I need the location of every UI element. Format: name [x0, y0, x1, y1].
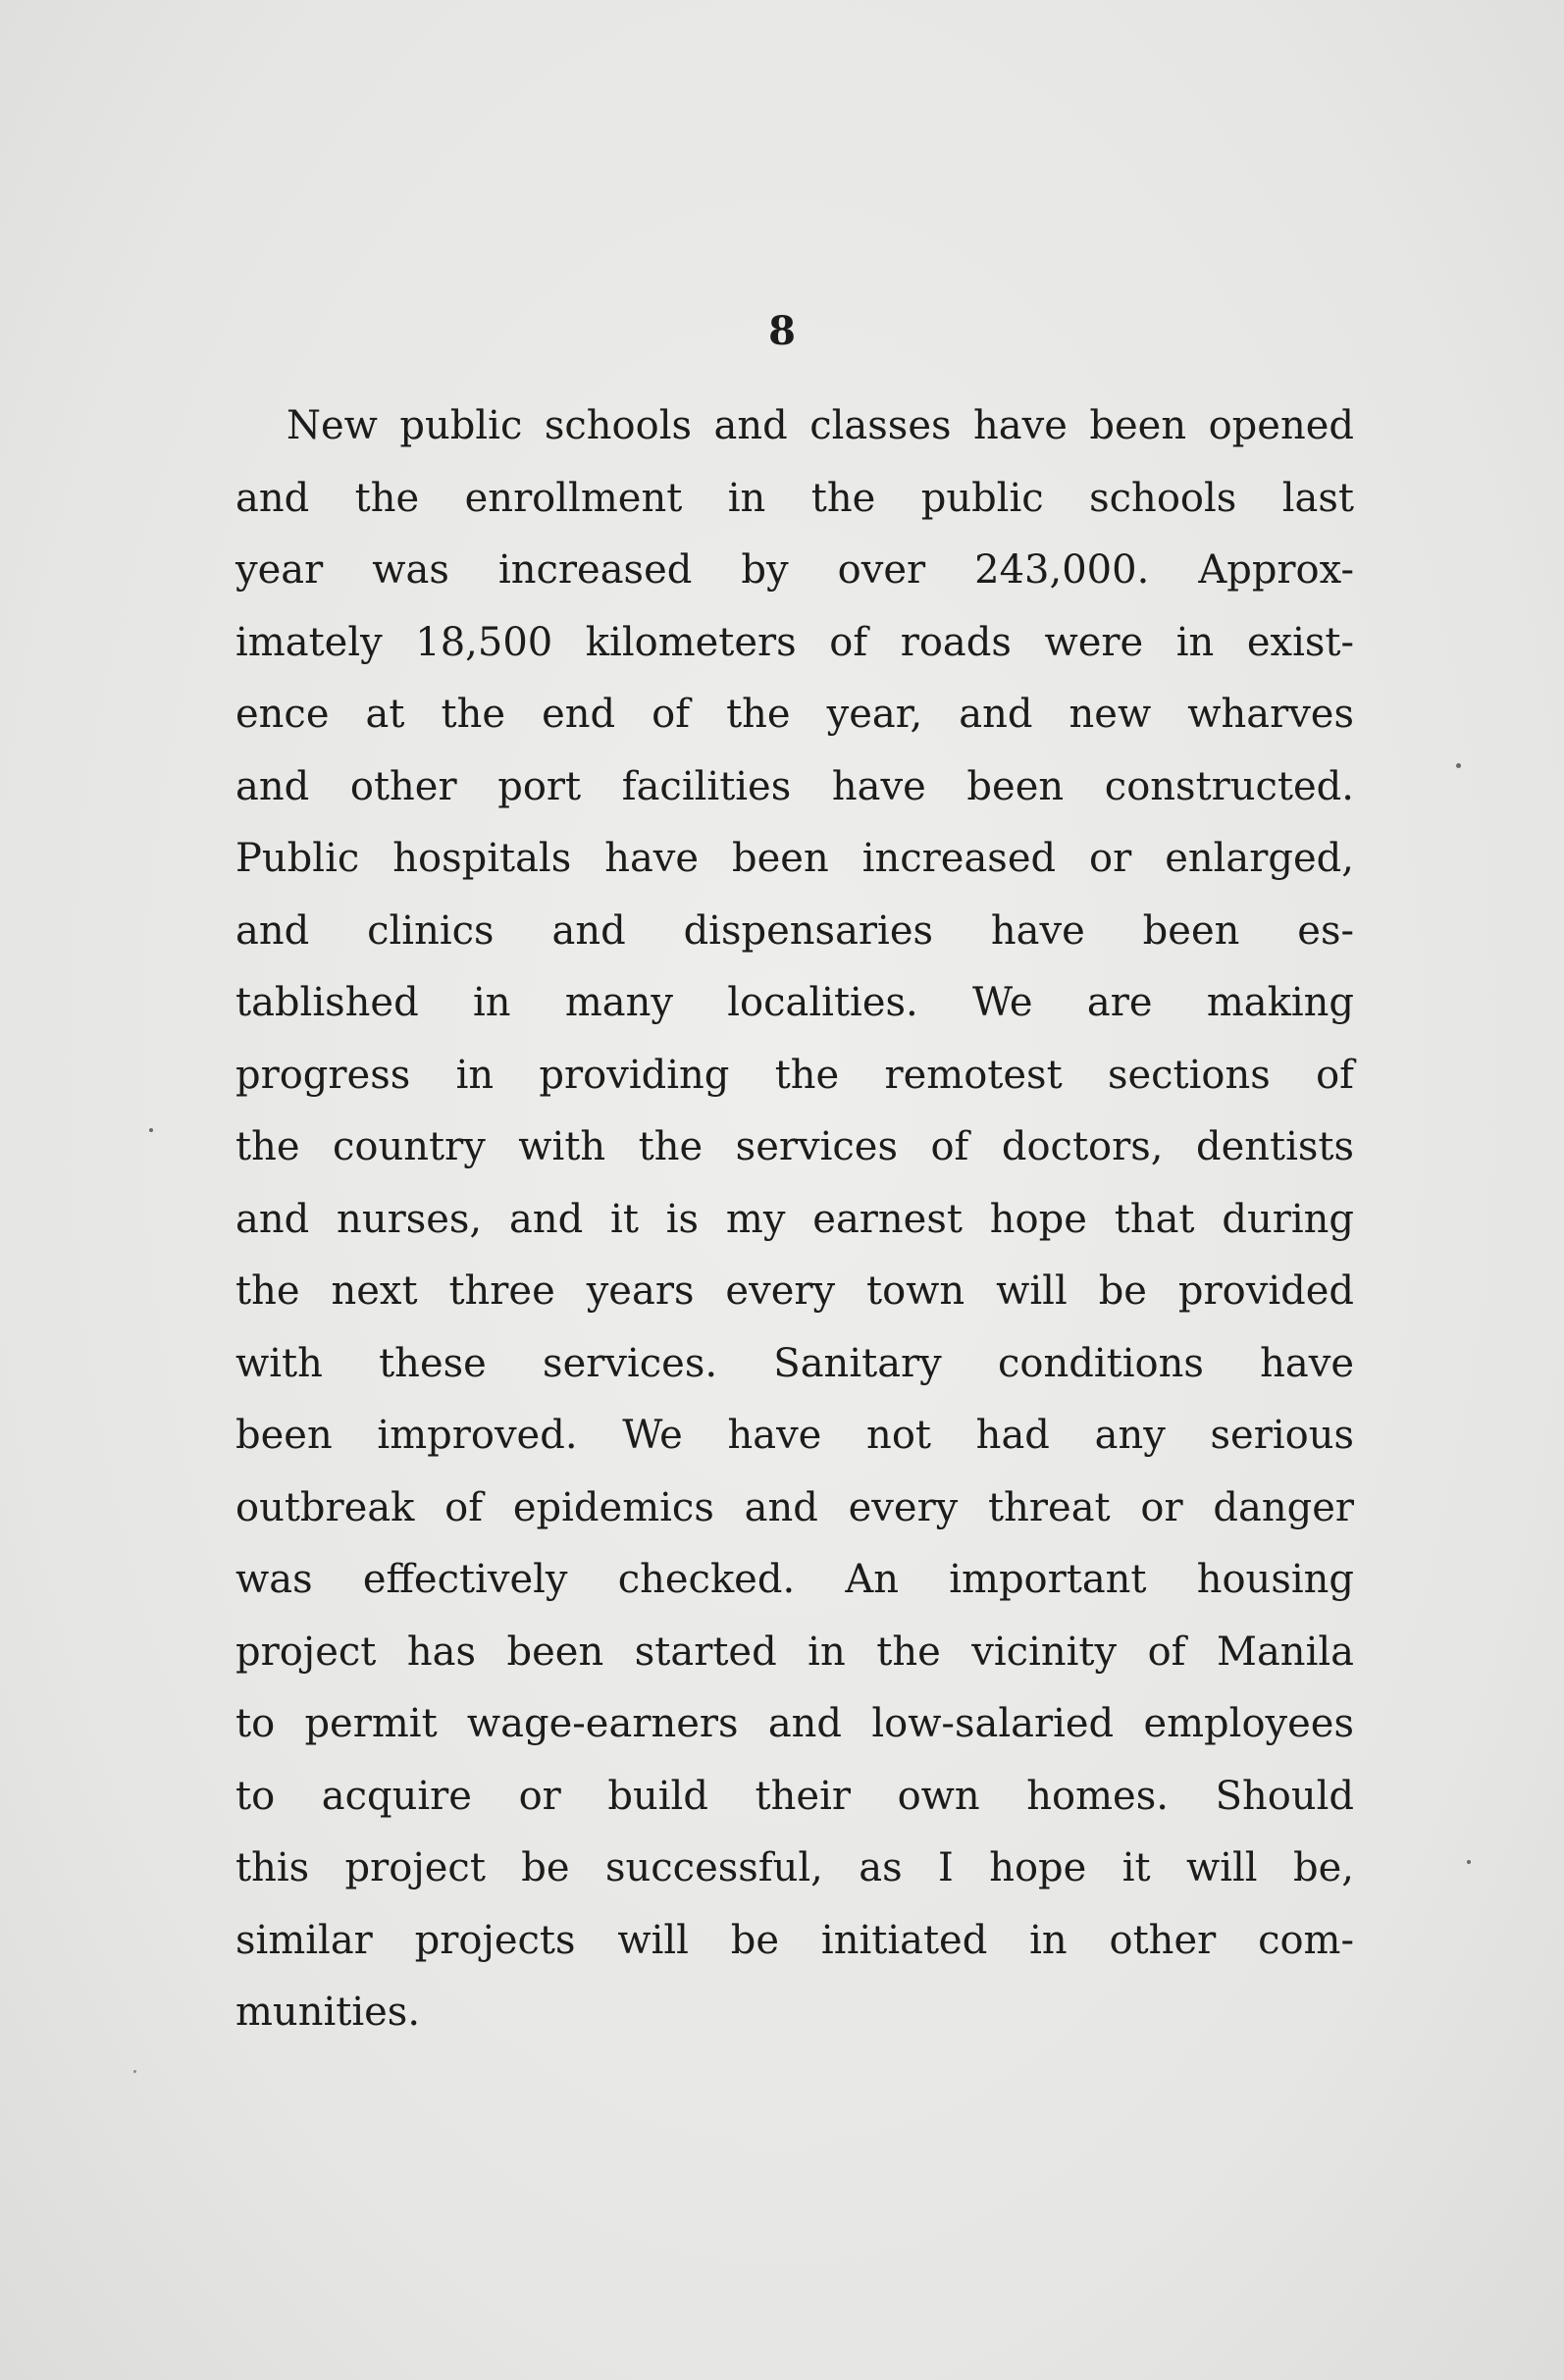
paragraph-line: tablished in many localities. We are making [235, 980, 1354, 1025]
paragraph-line: progress in providing the remotest sections of [235, 1052, 1354, 1098]
paragraph-line: to acquire or build their own homes. Should [235, 1773, 1354, 1819]
body-paragraph [235, 390, 1354, 2049]
paragraph-line: to permit wage-earners and low-salaried employees [235, 1701, 1354, 1746]
paragraph-line: was effectively checked. An important housing [235, 1557, 1354, 1602]
paragraph-line: the next three years every town will be provided [235, 1268, 1354, 1314]
paragraph-line: New public schools and classes have been opened [287, 403, 1354, 448]
paragraph-line: outbreak of epidemics and every threat or danger [235, 1484, 1354, 1530]
paragraph-line: and nurses, and it is my earnest hope that during [235, 1196, 1354, 1242]
paragraph-line: Public hospitals have been increased or enlarged, [235, 836, 1354, 881]
paragraph-line: similar projects will be initiated in other com- [235, 1917, 1354, 1963]
paragraph-line: this project be successful, as I hope it will be, [235, 1845, 1354, 1890]
paragraph-line: with these services. Sanitary conditions have [235, 1340, 1354, 1386]
page-number: 8 [768, 308, 796, 354]
scan-speck [1456, 763, 1461, 768]
scan-speck [133, 2070, 136, 2073]
paragraph-line: and other port facilities have been constructed. [235, 763, 1354, 809]
scan-speck [1467, 1860, 1471, 1864]
paragraph-line: ence at the end of the year, and new wharves [235, 692, 1354, 737]
paragraph-line: munities. [235, 1990, 421, 2035]
scan-speck [149, 1128, 153, 1132]
paragraph-line: and the enrollment in the public schools last [235, 475, 1354, 521]
paragraph-line: project has been started in the vicinity of Manila [235, 1629, 1354, 1675]
paragraph-line: been improved. We have not had any serious [235, 1413, 1354, 1458]
paragraph-line: and clinics and dispensaries have been es- [235, 907, 1354, 954]
paragraph-line: the country with the services of doctors, dentists [235, 1124, 1354, 1169]
paragraph-line: imately 18,500 kilometers of roads were in exist- [235, 619, 1354, 665]
paragraph-line: year was increased by over 243,000. Approx- [235, 547, 1354, 593]
